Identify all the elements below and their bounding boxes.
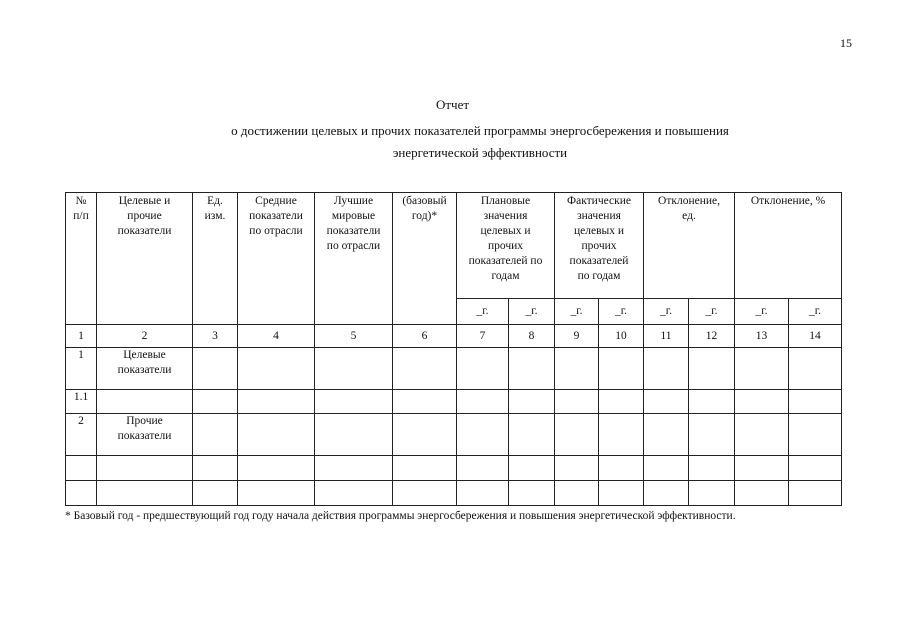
- subtitle-line-1: о достижении целевых и прочих показателей программы энергосбережения и повышения: [231, 123, 729, 138]
- column-number: 1: [66, 325, 97, 348]
- subtitle-line-2: энергетической эффективности: [392, 145, 568, 160]
- column-number: 2: [97, 325, 193, 348]
- document-subtitle: [150, 120, 810, 164]
- header-planned-values: Плановые значения целевых и прочих показателей по годам: [457, 193, 555, 299]
- column-number: 6: [393, 325, 457, 348]
- column-number: 9: [555, 325, 599, 348]
- footnote: * Базовый год - предшествующий год году начала действия программы энергосбережения и повышения энергетической эффективности.: [65, 510, 736, 522]
- table-row: [66, 481, 842, 506]
- header-industry-average: Средние показатели по отрасли: [238, 193, 315, 325]
- column-number-row: [66, 325, 842, 348]
- year-cell: _г.: [509, 299, 555, 325]
- page-number: 15: [840, 36, 852, 50]
- row-number: 2: [66, 414, 97, 456]
- header-deviation-units: Отклонение, ед.: [644, 193, 735, 299]
- row-label: Целевые показатели: [97, 348, 193, 390]
- column-number: 14: [789, 325, 842, 348]
- column-number: 5: [315, 325, 393, 348]
- header-deviation-percent: Отклонение, %: [735, 193, 842, 299]
- year-cell: _г.: [644, 299, 689, 325]
- column-number: 7: [457, 325, 509, 348]
- row-label: Прочие показатели: [97, 414, 193, 456]
- column-number: 4: [238, 325, 315, 348]
- table-row: [66, 456, 842, 481]
- column-number: 12: [689, 325, 735, 348]
- year-cell: _г.: [555, 299, 599, 325]
- column-number: 10: [599, 325, 644, 348]
- header-base-year: (базовый год)*: [393, 193, 457, 325]
- row-number: 1: [66, 348, 97, 390]
- table-row: [66, 414, 842, 456]
- year-cell: _г.: [689, 299, 735, 325]
- table-row: [66, 348, 842, 390]
- header-indicators: Целевые и прочие показатели: [97, 193, 193, 325]
- table-row: [66, 390, 842, 414]
- year-cell: _г.: [599, 299, 644, 325]
- document-title: Отчет: [435, 97, 470, 112]
- header-unit: Ед. изм.: [193, 193, 238, 325]
- column-number: 8: [509, 325, 555, 348]
- header-world-best: Лучшие мировые показатели по отрасли: [315, 193, 393, 325]
- column-number: 3: [193, 325, 238, 348]
- report-table: [65, 192, 842, 506]
- column-number: 13: [735, 325, 789, 348]
- year-cell: _г.: [789, 299, 842, 325]
- header-num: № п/п: [66, 193, 97, 325]
- row-number: 1.1: [66, 390, 97, 414]
- year-cell: _г.: [457, 299, 509, 325]
- header-row: [66, 193, 842, 299]
- column-number: 11: [644, 325, 689, 348]
- year-cell: _г.: [735, 299, 789, 325]
- header-actual-values: Фактические значения целевых и прочих показателей по годам: [555, 193, 644, 299]
